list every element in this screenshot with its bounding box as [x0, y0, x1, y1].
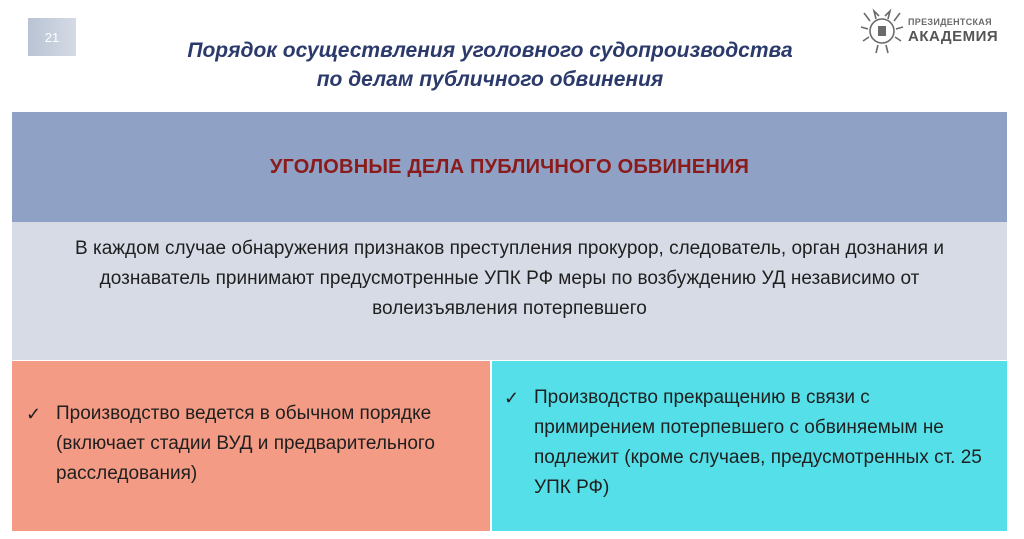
description-block — [12, 222, 1007, 360]
section-header — [12, 112, 1007, 222]
card-text: Производство прекращению в связи с примирением потерпевшего с обвиняемым не подлежит (кроме случаев, предусмотренных ст. 25 УПК РФ) — [534, 387, 982, 498]
slide-number: 21 — [28, 18, 76, 56]
logo-line2: АКАДЕМИЯ — [908, 28, 999, 45]
title-line1: Порядок осуществления уголовного судопроизводства — [187, 39, 793, 62]
checkmark-icon: ✓ — [26, 404, 42, 424]
card-no-termination — [492, 361, 1007, 531]
card-text: Производство ведется в обычном порядке (включает стадии ВУД и предварительного расследования) — [56, 403, 435, 484]
card-ordinary-procedure — [12, 361, 490, 531]
checkmark-icon: ✓ — [504, 388, 520, 408]
title-line2: по делам публичного обвинения — [316, 68, 664, 91]
logo-line1: ПРЕЗИДЕНТСКАЯ — [908, 17, 992, 27]
section-header-text: УГОЛОВНЫЕ ДЕЛА ПУБЛИЧНОГО ОБВИНЕНИЯ — [269, 155, 750, 178]
description-text: В каждом случае обнаружения признаков преступления прокурор, следователь, орган дознания и дознаватель принимают предусмотренные УПК РФ меры по возбуждению УД независимо от волеизъявления потерпевшего — [75, 238, 944, 319]
slide-title — [80, 36, 900, 94]
